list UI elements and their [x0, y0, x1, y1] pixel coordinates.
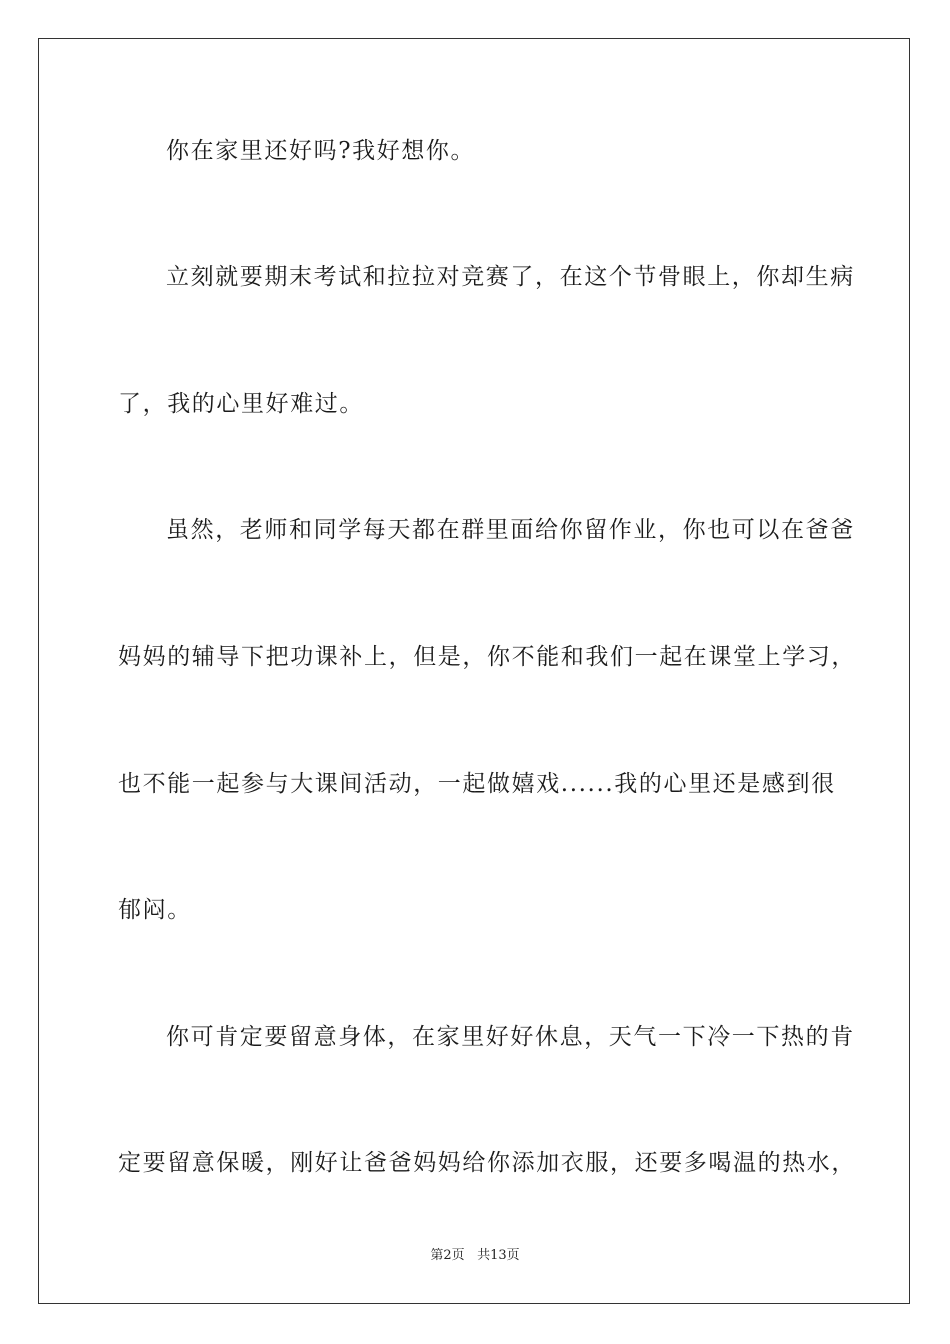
- paragraph-line: 你可肯定要留意身体，在家里好好休息，天气一下冷一下热的肯: [166, 1024, 855, 1050]
- page-footer: [0, 1247, 950, 1265]
- paragraph-line: 定要留意保暖，刚好让爸爸妈妈给你添加衣服，还要多喝温的热水，: [118, 1150, 856, 1176]
- paragraph-line: 你在家里还好吗?我好想你。: [166, 138, 476, 164]
- paragraph-line: 妈妈的辅导下把功课补上，但是，你不能和我们一起在课堂上学习，: [118, 644, 856, 670]
- paragraph-line: 郁闷。: [118, 897, 192, 923]
- paragraph-line: 立刻就要期末考试和拉拉对竞赛了，在这个节骨眼上，你却生病: [166, 264, 855, 290]
- paragraph-line: 也不能一起参与大课间活动，一起做嬉戏......我的心里还是感到很: [118, 771, 836, 797]
- total-pages: 共13页: [477, 1248, 520, 1263]
- page-number: 第2页: [430, 1248, 465, 1263]
- paragraph-line: 了，我的心里好难过。: [118, 391, 364, 417]
- paragraph-line: 虽然，老师和同学每天都在群里面给你留作业，你也可以在爸爸: [166, 517, 855, 543]
